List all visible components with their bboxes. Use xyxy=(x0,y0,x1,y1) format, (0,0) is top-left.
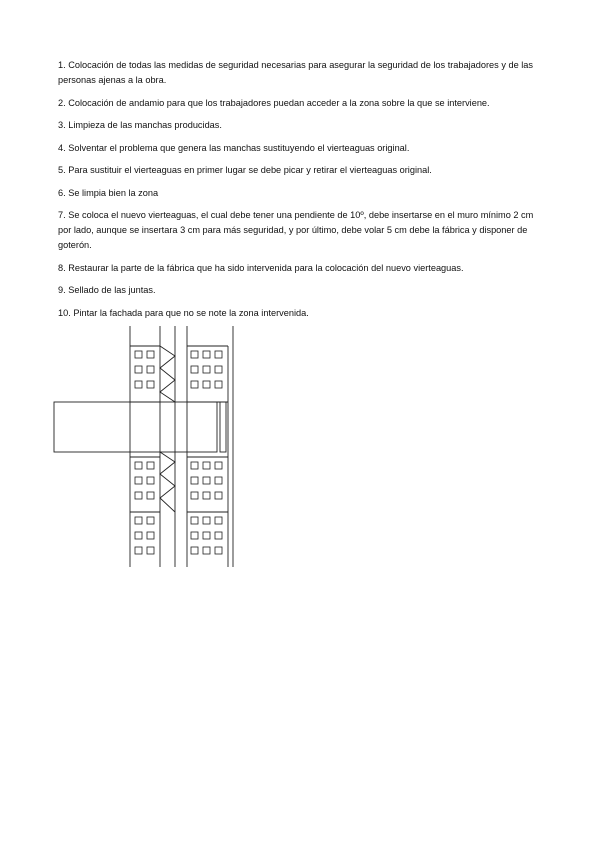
brick-hole xyxy=(203,381,210,388)
brick-hole xyxy=(203,351,210,358)
brick-hole xyxy=(191,381,198,388)
brick-hole xyxy=(215,532,222,539)
window-sill xyxy=(54,402,217,452)
brick-hole xyxy=(191,492,198,499)
brick-hole xyxy=(147,492,154,499)
insulation-zigzag xyxy=(160,346,175,402)
step-item: 1. Colocación de todas las medidas de seguridad necesarias para asegurar la seguridad de los trabajadores y de las personas ajenas a la obra. xyxy=(58,60,533,85)
insulation-zigzag xyxy=(160,452,175,512)
brick-hole xyxy=(147,462,154,469)
brick-hole xyxy=(147,366,154,373)
brick-hole xyxy=(135,492,142,499)
brick-hole xyxy=(147,477,154,484)
brick-hole xyxy=(147,381,154,388)
brick-hole xyxy=(203,492,210,499)
brick-hole xyxy=(191,477,198,484)
brick-hole xyxy=(147,547,154,554)
brick-hole xyxy=(203,532,210,539)
brick-hole xyxy=(203,547,210,554)
step-item: 3. Limpieza de las manchas producidas. xyxy=(58,120,222,130)
brick-hole xyxy=(191,547,198,554)
brick-hole xyxy=(191,517,198,524)
brick-hole xyxy=(215,492,222,499)
brick-hole xyxy=(215,462,222,469)
brick-hole xyxy=(135,517,142,524)
brick-hole xyxy=(191,366,198,373)
brick-hole xyxy=(135,532,142,539)
brick-hole xyxy=(203,477,210,484)
brick-hole xyxy=(191,532,198,539)
brick-holes xyxy=(135,351,222,554)
step-item: 2. Colocación de andamio para que los trabajadores puedan acceder a la zona sobre la que se interviene. xyxy=(58,97,490,108)
brick-hole xyxy=(215,351,222,358)
brick-hole xyxy=(191,462,198,469)
brick-hole xyxy=(135,381,142,388)
step-item: 8. Restaurar la parte de la fábrica que ha sido intervenida para la colocación del nuevo vierteaguas. xyxy=(58,262,464,273)
step-item: 5. Para sustituir el vierteaguas en primer lugar se debe picar y retirar el vierteaguas original. xyxy=(58,165,432,175)
brick-hole xyxy=(203,366,210,373)
brick-hole xyxy=(135,547,142,554)
brick-hole xyxy=(215,547,222,554)
brick-hole xyxy=(135,351,142,358)
sill-drip xyxy=(220,402,226,452)
brick-hole xyxy=(135,462,142,469)
step-item: 9. Sellado de las juntas. xyxy=(58,285,156,295)
step-item: 6. Se limpia bien la zona xyxy=(58,187,159,198)
brick-hole xyxy=(147,517,154,524)
brick-hole xyxy=(215,381,222,388)
brick-hole xyxy=(215,366,222,373)
brick-hole xyxy=(215,517,222,524)
brick-hole xyxy=(203,462,210,469)
brick-hole xyxy=(147,351,154,358)
brick-hole xyxy=(203,517,210,524)
brick-hole xyxy=(135,366,142,373)
brick-hole xyxy=(191,351,198,358)
brick-hole xyxy=(135,477,142,484)
brick-hole xyxy=(215,477,222,484)
step-item: 4. Solventar el problema que genera las manchas sustituyendo el vierteaguas original. xyxy=(58,142,410,153)
brick-hole xyxy=(147,532,154,539)
step-item: 7. Se coloca el nuevo vierteaguas, el cual debe tener una pendiente de 10º, debe insertarse en el muro mínimo 2 cm por lado, aunque se insertara 3 cm para más seguridad, y por último, debe volar 5 cm debe la fábrica y disponer de goterón. xyxy=(58,210,534,250)
step-item: 10. Pintar la fachada para que no se note la zona intervenida. xyxy=(58,307,309,318)
